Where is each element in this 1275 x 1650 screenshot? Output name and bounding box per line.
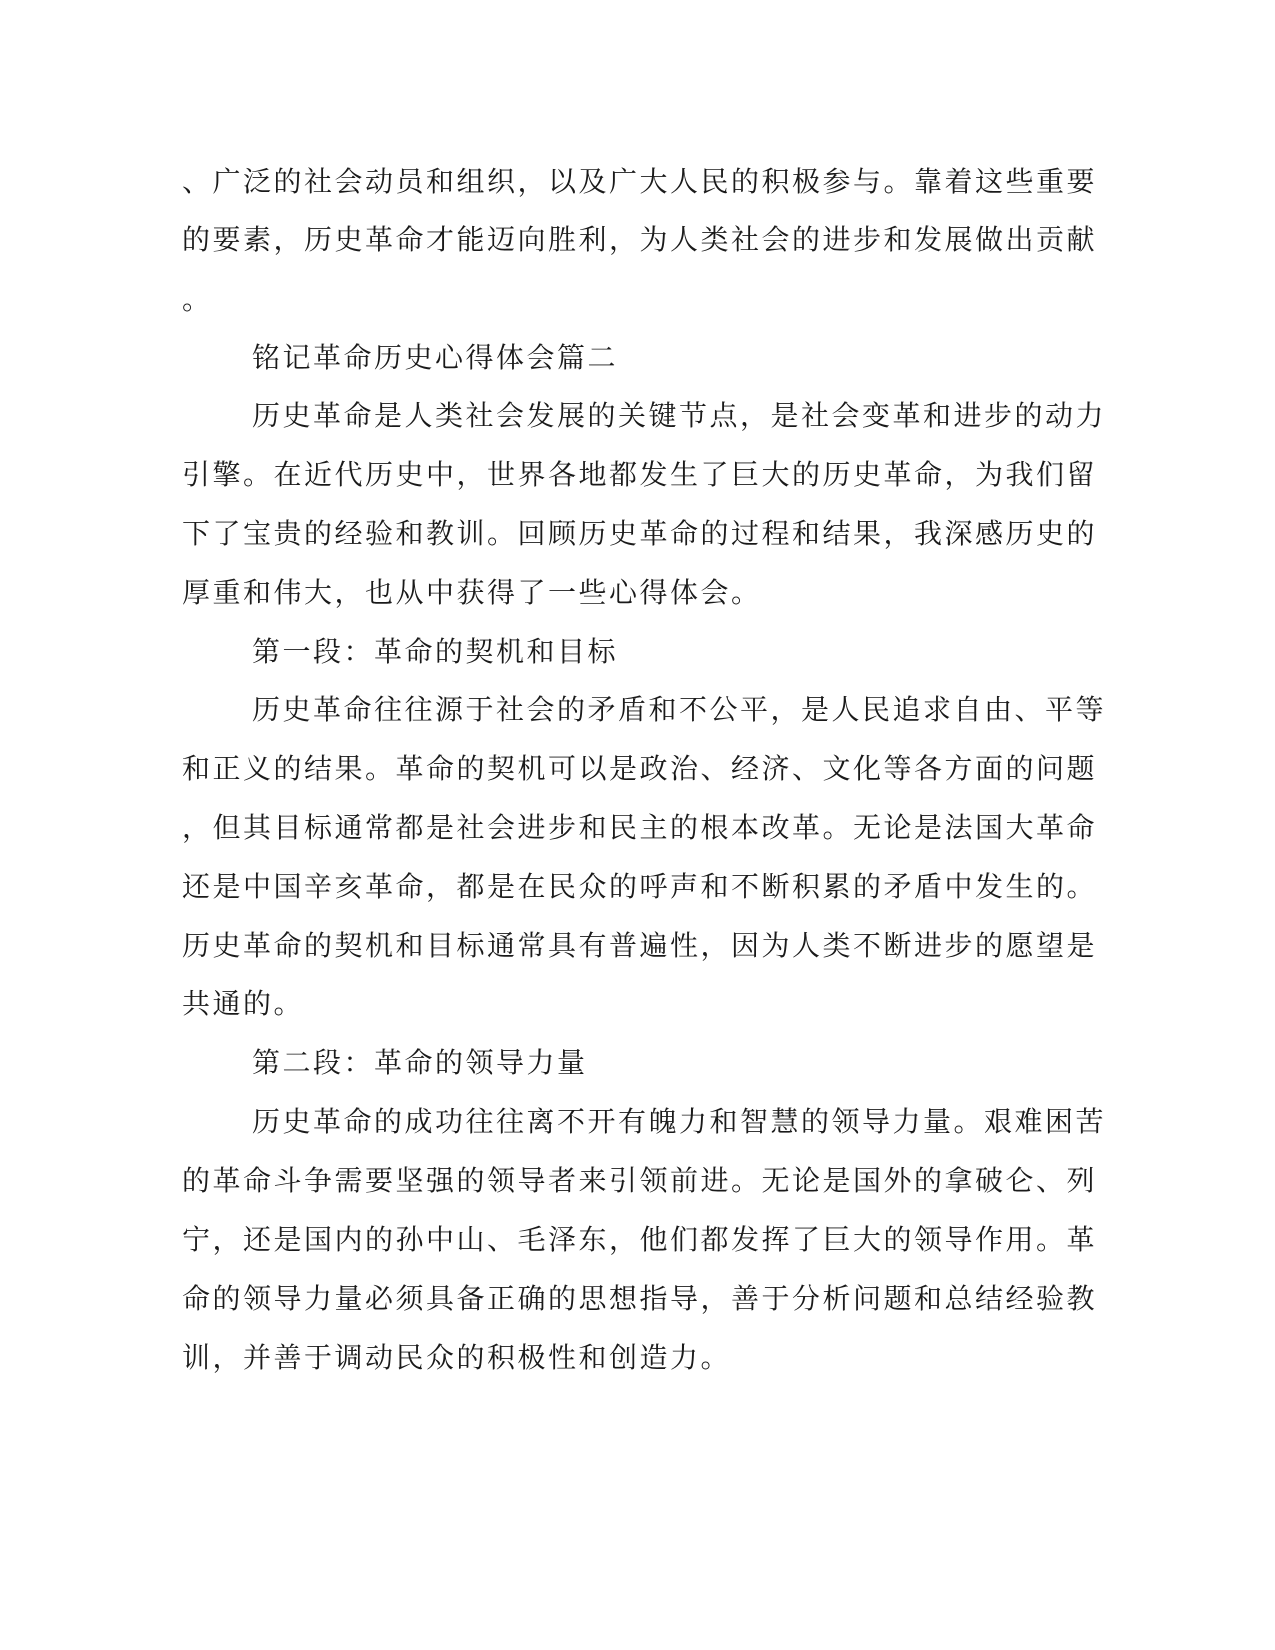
- section-heading: 铭记革命历史心得体会篇二: [252, 341, 619, 374]
- text-line: 还是中国辛亥革命，都是在民众的呼声和不断积累的矛盾中发生的。: [182, 870, 1098, 903]
- text-line: 、广泛的社会动员和组织，以及广大人民的积极参与。靠着这些重要: [182, 165, 1098, 198]
- text-line: 共通的。: [182, 987, 305, 1020]
- section-heading: 第一段：革命的契机和目标: [252, 635, 619, 668]
- section-heading: 第二段：革命的领导力量: [252, 1046, 588, 1079]
- text-line: 训，并善于调动民众的积极性和创造力。: [182, 1341, 732, 1374]
- text-line: 。: [182, 283, 213, 316]
- text-line: ，但其目标通常都是社会进步和民主的根本改革。无论是法国大革命: [182, 811, 1098, 844]
- text-line: 和正义的结果。革命的契机可以是政治、经济、文化等各方面的问题: [182, 752, 1098, 785]
- text-line: 命的领导力量必须具备正确的思想指导，善于分析问题和总结经验教: [182, 1282, 1098, 1315]
- text-line: 的要素，历史革命才能迈向胜利，为人类社会的进步和发展做出贡献: [182, 223, 1098, 256]
- text-line: 引擎。在近代历史中，世界各地都发生了巨大的历史革命，为我们留: [182, 458, 1098, 491]
- text-line: 宁，还是国内的孙中山、毛泽东，他们都发挥了巨大的领导作用。革: [182, 1223, 1098, 1256]
- text-line: 厚重和伟大，也从中获得了一些心得体会。: [182, 576, 762, 609]
- text-line: 历史革命的契机和目标通常具有普遍性，因为人类不断进步的愿望是: [182, 929, 1098, 962]
- text-line: 历史革命往往源于社会的矛盾和不公平，是人民追求自由、平等: [252, 693, 1107, 726]
- text-line: 历史革命是人类社会发展的关键节点，是社会变革和进步的动力: [252, 399, 1107, 432]
- text-line: 历史革命的成功往往离不开有魄力和智慧的领导力量。艰难困苦: [252, 1105, 1107, 1138]
- text-line: 下了宝贵的经验和教训。回顾历史革命的过程和结果，我深感历史的: [182, 517, 1098, 550]
- text-line: 的革命斗争需要坚强的领导者来引领前进。无论是国外的拿破仑、列: [182, 1164, 1098, 1197]
